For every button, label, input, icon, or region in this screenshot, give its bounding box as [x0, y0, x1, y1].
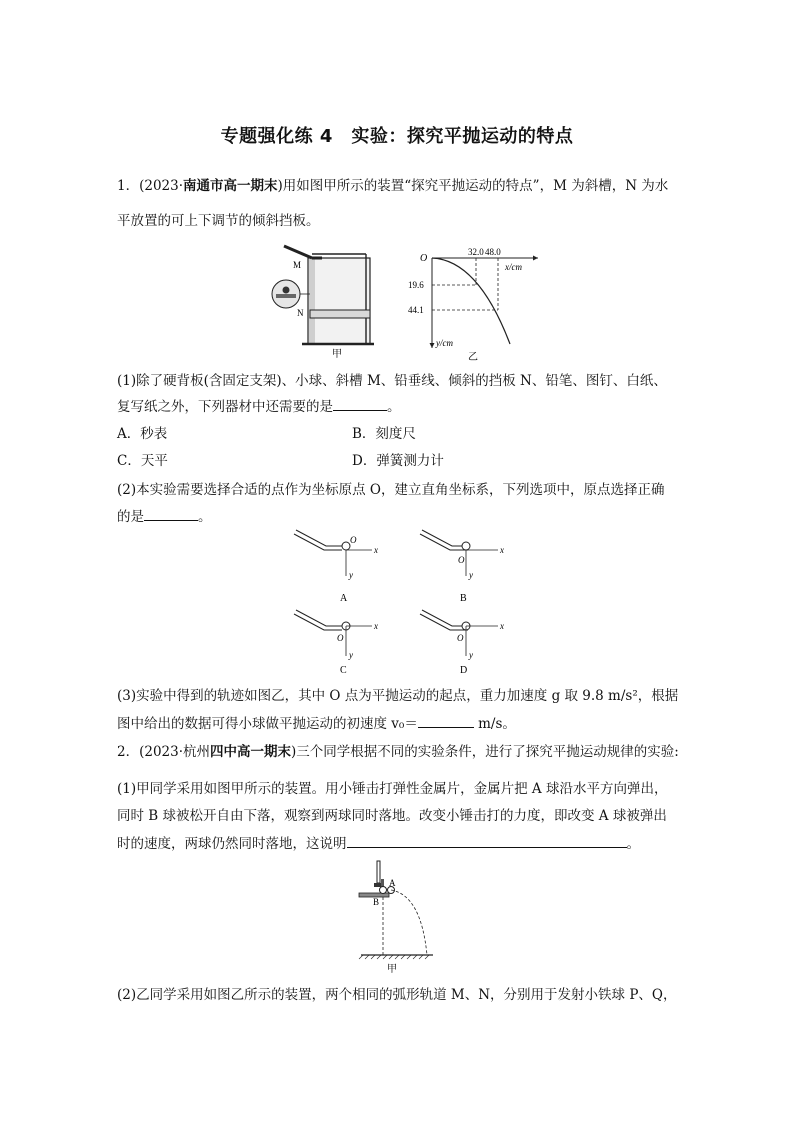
q1-figure-yi [410, 244, 545, 362]
x-axis-label: x/cm [505, 262, 522, 272]
origin-label: O [420, 253, 428, 264]
x-tick-32: 32.0 [468, 247, 484, 257]
q2-p1-line2: 同时 B 球被松开自由下落，观察到两球同时落地。改变小锤击打的力度，即改变 A 球被弹出 [117, 808, 667, 824]
q1-line1 [117, 176, 668, 196]
ramp-M [284, 246, 312, 258]
q1-p2-answer-blank[interactable] [144, 506, 198, 521]
path-A [391, 890, 427, 955]
q1-p2-line2 [117, 506, 212, 527]
q1-p2-text: 的是 [117, 509, 144, 525]
x-label-B: x [500, 545, 504, 555]
q1-p2-line1: (2)本实验需要选择合适的点作为坐标原点 O，建立直角坐标系，下列选项中，原点选择正确 [117, 482, 665, 498]
backboard [308, 258, 370, 344]
figure-label-jia: 甲 [387, 964, 397, 975]
q2-source: 四中高一期末 [210, 744, 292, 760]
label-A: A [389, 878, 396, 888]
y-label-A: y [349, 570, 353, 580]
q1-p1-answer-blank[interactable] [333, 396, 387, 411]
ball-B [380, 887, 387, 894]
q1-source-prefix: (2023· [139, 178, 184, 194]
q1-p3-text: 图中给出的数据可得小球做平抛运动的初速度 v₀＝ [117, 716, 418, 732]
q1-p1-end: 。 [387, 399, 401, 415]
q1-number: 1． [117, 178, 140, 194]
label-C: C [340, 665, 347, 676]
ball-B [462, 542, 470, 550]
figure-label-jia: 甲 [332, 349, 342, 360]
q1-option-c: C．天平 [117, 453, 168, 469]
q1-p1-text: 复写纸之外，下列器材中还需要的是 [117, 399, 333, 415]
q1-figure-jia [262, 240, 380, 360]
origin-fig-A [294, 530, 378, 604]
q2-p1-text: 时的速度，两球仍然同时落地，这说明 [117, 836, 347, 852]
label-A: A [340, 593, 348, 604]
q1-p2-end: 。 [198, 509, 212, 525]
origin-fig-D [420, 610, 504, 676]
y-label-D: y [469, 650, 473, 660]
label-N: N [297, 308, 304, 318]
q1-p3-answer-blank[interactable] [418, 713, 474, 728]
o-label-C: O [337, 633, 344, 643]
ball-A [342, 542, 350, 550]
y-tick-44-1: 44.1 [408, 305, 424, 315]
y-tick-19-6: 19.6 [408, 280, 424, 290]
q1-option-b: B．刻度尺 [352, 426, 416, 442]
q2-p1-answer-blank[interactable] [347, 833, 627, 848]
q1-p3-unit: m/s。 [473, 716, 516, 732]
q2-number: 2． [117, 744, 140, 760]
magnifier-ball [283, 287, 290, 294]
figure-label-yi: 乙 [468, 352, 478, 363]
x-label-C: x [374, 621, 378, 631]
y-label-B: y [469, 570, 473, 580]
y-label-C: y [349, 650, 353, 660]
q1-line2: 平放置的可上下调节的倾斜挡板。 [117, 213, 320, 229]
origin-fig-B [420, 530, 504, 604]
x-label-A: x [374, 545, 378, 555]
q1-option-a: A．秒表 [117, 426, 168, 442]
q2-source-prefix: (2023·杭州 [139, 744, 211, 760]
q1-p3-line1: (3)实验中得到的轨迹如图乙，其中 O 点为平抛运动的起点，重力加速度 g 取 9.8 m/s²，根据 [117, 688, 679, 704]
q1-source: 南通市高一期末 [183, 178, 278, 194]
q2-p1-line1: (1)甲同学采用如图甲所示的装置。用小锤击打弹性金属片，金属片把 A 球沿水平方向弹出， [117, 781, 668, 797]
o-label-B: O [458, 555, 465, 565]
hammer-handle [377, 861, 380, 883]
label-D: D [460, 665, 468, 676]
page-title: 专题强化练 4 实验：探究平抛运动的特点 [220, 126, 574, 147]
label-B: B [460, 593, 467, 604]
q1-text: )用如图甲所示的装置“探究平抛运动的特点”，M 为斜槽，N 为水 [277, 178, 669, 194]
o-label-A: O [350, 535, 357, 545]
y-axis-label: y/cm [436, 338, 453, 348]
origin-fig-C [294, 610, 378, 676]
q2-line1 [117, 742, 679, 762]
o-label-D: O [457, 633, 464, 643]
q2-figure-jia [355, 857, 435, 977]
baffle-N [310, 310, 370, 318]
q1-p1-line2 [117, 396, 401, 417]
q2-text: )三个同学根据不同的实验条件，进行了探究平抛运动规律的实验: [291, 744, 679, 760]
y-axis-arrow [430, 343, 435, 348]
label-M: M [293, 260, 302, 270]
magnifier-plate [276, 294, 296, 298]
backboard-shade [309, 259, 315, 343]
q1-option-d: D．弹簧测力计 [352, 453, 444, 469]
label-B: B [373, 897, 380, 907]
q1-p3-line2 [117, 713, 516, 734]
x-label-D: x [500, 621, 504, 631]
q2-p1-line3 [117, 833, 640, 854]
q1-origin-figures [290, 530, 510, 680]
x-axis-arrow [533, 256, 538, 261]
q2-p2-line1: (2)乙同学采用如图乙所示的装置，两个相同的弧形轨道 M、N，分别用于发射小铁球 P、Q， [117, 987, 677, 1003]
x-tick-48: 48.0 [485, 247, 501, 257]
q1-p1-line1: (1)除了硬背板(含固定支架)、小球、斜槽 M、铅垂线、倾斜的挡板 N、铅笔、图钉、白纸、 [117, 373, 667, 389]
q2-p1-end: 。 [626, 836, 640, 852]
